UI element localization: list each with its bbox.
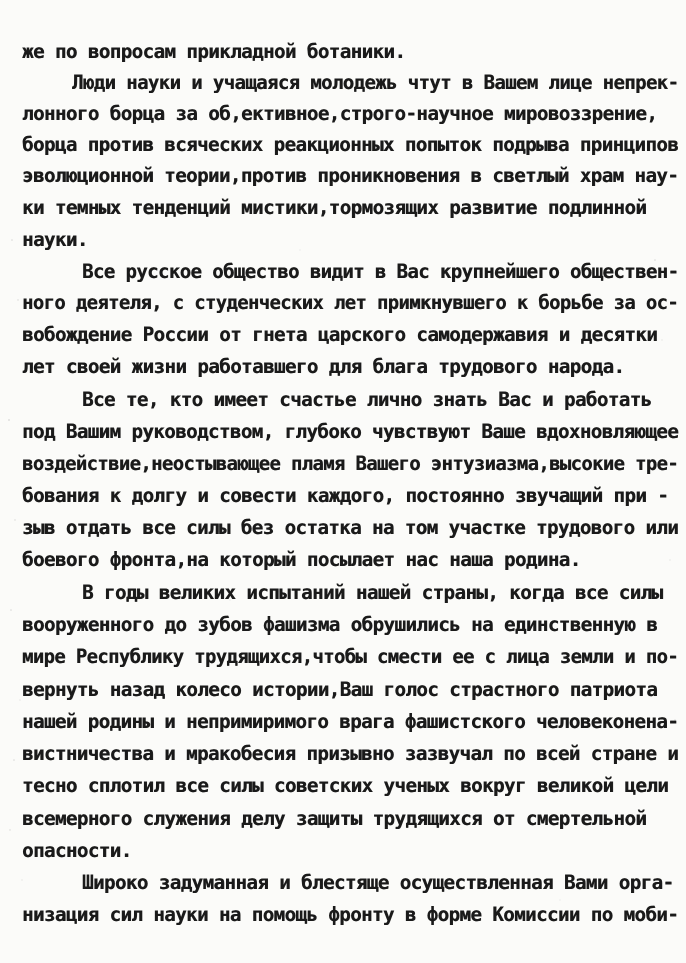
text-line: низация сил науки на помощь фронту в форме Комиссии по моби- [22, 903, 679, 926]
text-line: В годы великих испытаний нашей страны, когда все силы [82, 581, 663, 604]
text-line: же по вопросам прикладной ботаники. [22, 40, 406, 63]
text-line: Широко задуманная и блестяще осуществленная Вами орга- [82, 871, 674, 894]
text-line: лет своей жизни работавшего для блага трудового народа. [22, 355, 625, 378]
text-line: эволюционной теории,против проникновения в светлый храм нау- [22, 164, 679, 187]
text-line: лонного борца за об,ективное,строго-научное мировоззрение, [22, 102, 658, 125]
text-line: ки темных тенденций мистики,тормозящих развитие подлинной [22, 196, 647, 219]
text-line: науки. [22, 228, 88, 251]
text-line: вобождение России от гнета царского самодержавия и десятки [22, 323, 658, 346]
text-line: мире Республику трудящихся,чтобы смести ее с лица земли и по- [22, 645, 679, 668]
text-line: опасности. [22, 839, 132, 862]
text-line: вооруженного до зубов фашизма обрушились на единственную в [22, 613, 658, 636]
text-line: под Вашим руководством, глубоко чувствуют Ваше вдохновляющее [22, 420, 679, 443]
text-line: борца против всяческих реакционных попыток подрыва принципов [22, 133, 679, 156]
text-line: тесно сплотил все силы советских ученых вокруг великой цели [22, 774, 669, 797]
text-line: ного деятеля, с студенческих лет примкнувшего к борьбе за ос- [22, 291, 679, 314]
text-line: боевого фронта,на который посылает нас наша родина. [22, 548, 581, 571]
text-line: Все те, кто имеет счастье лично знать Вас и работать [82, 388, 652, 411]
text-line: Люди науки и учащаяся молодежь чтут в Вашем лице непрек- [72, 71, 679, 94]
text-line: бования к долгу и совести каждого, постоянно звучащий при - [22, 484, 669, 507]
text-line: вернуть назад колесо истории,Ваш голос страстного патриота [22, 678, 658, 701]
text-line: зыв отдать все силы без остатка на том участке трудового или [22, 516, 679, 539]
text-line: нашей родины и непримиримого врага фашистского человеконена- [22, 710, 679, 733]
text-line: вистничества и мракобесия призывно зазвучал по всей стране и [22, 742, 679, 765]
text-line: всемерного служения делу защиты трудящихся от смертельной [22, 807, 647, 830]
text-line: воздействие,неостывающее пламя Вашего энтузиазма,высокие тре- [22, 452, 679, 475]
text-line: Все русское общество видит в Вас крупнейшего обществен- [82, 260, 679, 283]
